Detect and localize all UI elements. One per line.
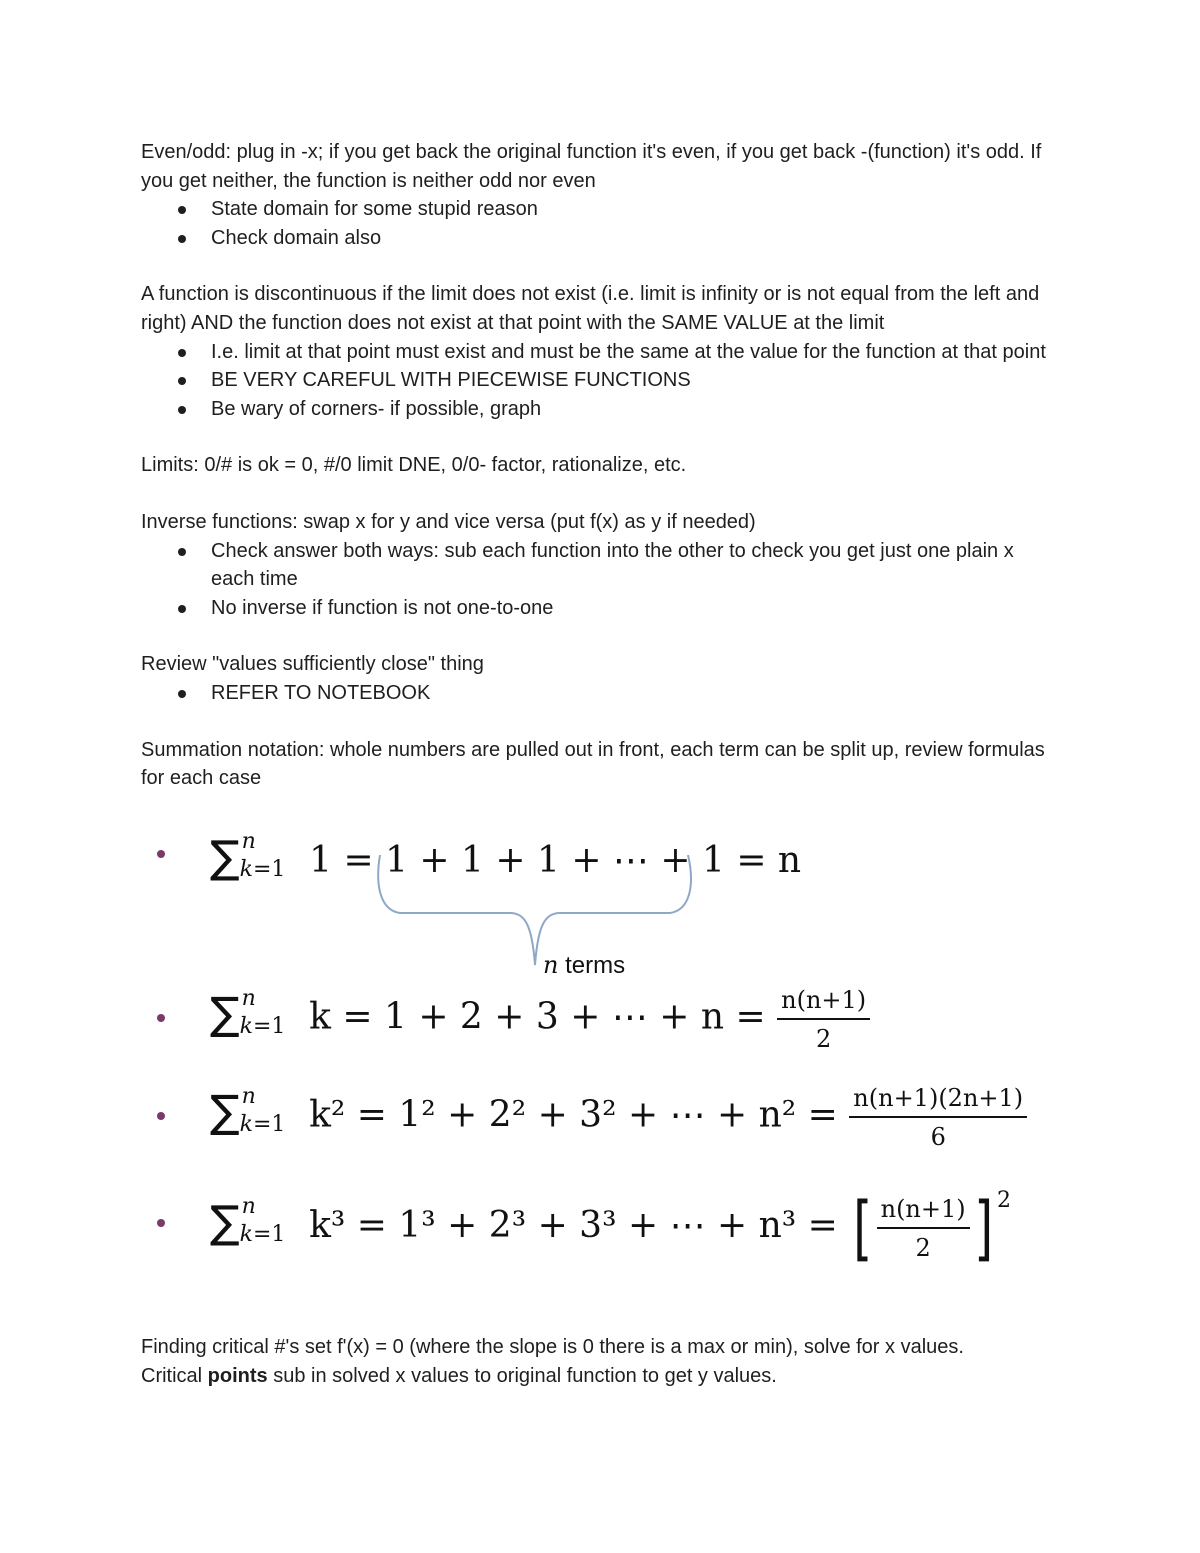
bullet-icon [178, 206, 186, 214]
sigma-limits [239, 1083, 298, 1138]
n-terms-text: terms [558, 952, 626, 979]
formula-3-lhs: k² = 1² + 2² + 3² + ⋯ + n² = [309, 1094, 838, 1136]
summation-paragraph: Summation notation: whole numbers are pulled out in front, each term can be split up, review formulas for each case [141, 738, 1045, 790]
sigma-lower-rest: =1 [253, 1013, 286, 1039]
bullet-icon [178, 349, 186, 357]
formula-2-lhs: k = 1 + 2 + 3 + ⋯ + n = [309, 996, 766, 1038]
discontinuous-paragraph: A function is discontinuous if the limit does not exist (i.e. limit is infinity or is not equal from the left and right) AND the function does not exist at that point with the SAME VALUE at the limit [141, 283, 1040, 334]
sigma-lower-rest: =1 [253, 857, 286, 882]
formula-3-fraction [849, 1083, 1027, 1152]
sigma-lower [240, 1222, 286, 1247]
formula-sum-k-cubed [210, 1187, 1011, 1269]
inverse-paragraph: Inverse functions: swap x for y and vice versa (put f(x) as y if needed) [141, 510, 756, 533]
fraction-numerator: n(n+1) [777, 985, 870, 1020]
right-bracket: ] [973, 1187, 993, 1269]
formula-sum-k-squared [210, 1083, 1027, 1152]
sigma-lower [240, 1014, 286, 1039]
sigma-lower-rest: =1 [253, 1222, 286, 1247]
n-terms-var: n [543, 951, 559, 979]
sigma-upper: n [241, 1194, 256, 1219]
critical-section [141, 1333, 1101, 1390]
fraction-numerator: n(n+1)(2n+1) [849, 1083, 1027, 1118]
formula-4-fraction [877, 1194, 970, 1263]
list-item [141, 679, 1061, 708]
discontinuous-bullets [141, 338, 1061, 424]
limits-paragraph: Limits: 0/# is ok = 0, #/0 limit DNE, 0/0- factor, rationalize, etc. [141, 454, 687, 477]
formula-bullet-icon [157, 1219, 165, 1227]
sigma-lower-var: k [239, 857, 253, 882]
sigma-lower-rest: =1 [253, 1111, 286, 1137]
sigma-lower-var: k [239, 1111, 253, 1137]
even-odd-bullets [141, 195, 1061, 252]
bullet-text: Check answer both ways: sub each function into the other to check you get just one plain x each time [211, 539, 1014, 591]
sigma-lower-var: k [239, 1013, 253, 1039]
bullet-icon [178, 548, 186, 556]
n-terms-label [543, 951, 625, 980]
bullet-text: State domain for some stupid reason [211, 198, 538, 221]
list-item [141, 366, 1061, 395]
sigma-upper: n [241, 985, 256, 1011]
sigma-symbol: ∑ [210, 1086, 240, 1138]
formula-bullet-icon [157, 850, 165, 858]
document-page [141, 138, 1061, 793]
sigma-limits [239, 1194, 298, 1248]
inverse-bullets [141, 537, 1061, 623]
brace-icon [370, 855, 700, 980]
sigma-upper: n [241, 829, 256, 854]
list-item [141, 224, 1061, 253]
bullet-text: Check domain also [211, 226, 382, 249]
bullet-text: No inverse if function is not one-to-one [211, 596, 554, 619]
formula-sum-k [210, 985, 870, 1054]
formula-1-rhs: 1 = 1 + 1 + 1 + ⋯ + 1 = n [309, 840, 802, 881]
critical-line-2 [141, 1362, 1101, 1391]
list-item [141, 195, 1061, 224]
sigma-limits [239, 985, 298, 1040]
review-paragraph: Review "values sufficiently close" thing [141, 653, 484, 676]
sigma-symbol: ∑ [210, 988, 240, 1040]
bullet-icon [178, 605, 186, 613]
critical-line-1: Finding critical #'s set f'(x) = 0 (where the slope is 0 there is a max or min), solve for x values. [141, 1336, 964, 1358]
bullet-icon [178, 377, 186, 385]
list-item [141, 338, 1061, 367]
bullet-text: Be wary of corners- if possible, graph [211, 397, 542, 420]
list-item [141, 594, 1061, 623]
list-item [141, 537, 1061, 594]
critical-line-2-pre: Critical [141, 1364, 208, 1387]
even-odd-paragraph: Even/odd: plug in -x; if you get back the original function it's even, if you get back -(function) it's odd. If you get neither, the function is neither odd nor even [141, 141, 1042, 192]
formula-4-lhs: k³ = 1³ + 2³ + 3³ + ⋯ + n³ = [309, 1205, 838, 1246]
review-bullets [141, 679, 1061, 708]
bullet-text: I.e. limit at that point must exist and must be the same at the value for the function at that point [211, 340, 1046, 363]
bullet-text: BE VERY CAREFUL WITH PIECEWISE FUNCTIONS [211, 369, 691, 392]
left-bracket: [ [853, 1187, 873, 1269]
bullet-icon [178, 690, 186, 698]
bullet-icon [178, 406, 186, 414]
sigma-lower [240, 857, 286, 882]
fraction-denominator: 2 [816, 1025, 832, 1053]
sigma-lower [240, 1112, 286, 1137]
sigma-upper: n [241, 1083, 256, 1109]
bracket-power: 2 [996, 1188, 1011, 1213]
sigma-lower-var: k [239, 1222, 253, 1247]
bullet-icon [178, 235, 186, 243]
sigma-symbol: ∑ [210, 1197, 240, 1248]
bullet-text: REFER TO NOTEBOOK [211, 681, 431, 704]
fraction-numerator: n(n+1) [877, 1194, 970, 1229]
formula-bullet-icon [157, 1112, 165, 1120]
formula-bullet-icon [157, 1014, 165, 1022]
critical-line-2-bold: points [207, 1364, 268, 1387]
sigma-limits [239, 829, 298, 883]
critical-line-2-post: sub in solved x values to original function to get y values. [267, 1364, 777, 1387]
fraction-denominator: 6 [930, 1123, 946, 1151]
formula-2-fraction [777, 985, 870, 1054]
list-item [141, 395, 1061, 424]
fraction-denominator: 2 [915, 1233, 931, 1262]
formula-sum-ones [210, 829, 802, 883]
sigma-symbol: ∑ [210, 832, 240, 883]
